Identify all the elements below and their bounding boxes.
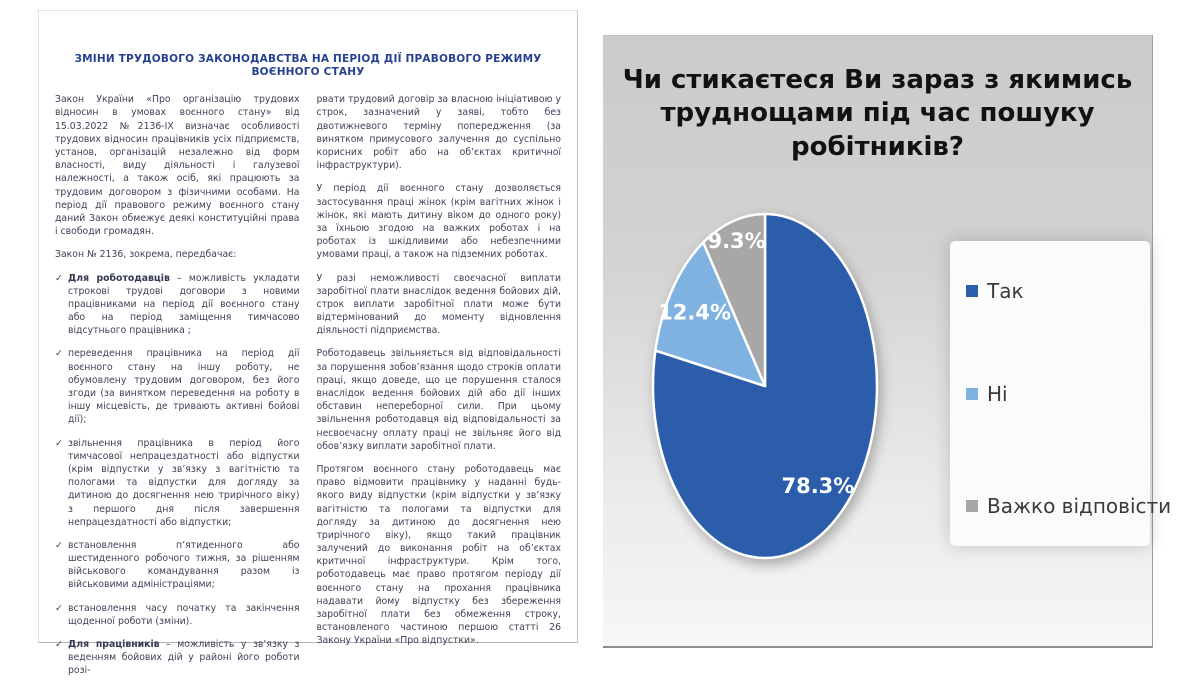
legend-label-tak: Так — [987, 279, 1024, 303]
pie-slices — [653, 214, 877, 558]
document-paragraph: У разі неможливості своєчасної виплати заробітної плати внаслідок ведення бойових дій, строк виплати заробітної плати може бути відтермінований до моменту відновлення діяльності підприємства. — [316, 272, 561, 337]
checkmark-icon: ✓ — [55, 348, 63, 360]
legend-item-ni — [966, 382, 1008, 406]
legend-item-vazhko — [966, 494, 1171, 518]
document-title: ЗМІНИ ТРУДОВОГО ЗАКОНОДАВСТВА НА ПЕРІОД ДІЇ ПРАВОВОГО РЕЖИМУ ВОЄННОГО СТАНУ — [74, 53, 542, 79]
legend-label-ni: Ні — [987, 382, 1008, 406]
document-bullet-list — [55, 272, 300, 678]
document-lead-in: Закон № 2136, зокрема, передбачає: — [55, 249, 237, 261]
document-paragraph: Протягом воєнного стану роботодавець має право відмовити працівнику у наданні будь-якого виду відпустки (крім відпустки у зв’язку вагітністю та пологами та відпустки для догляду за дитиною до досягнення нею трирічного віку), якщо такий працівник залучений до виконання робіт на об’єктах критичної інфраструктури. Крім того, роботодавець має право протягом періоду дії воєнного стану на прохання працівника надавати йому відпустку без збереження заробітної плати без обмеження строку, встановленого частиною першою статті 26 Закону України «Про відпустки». — [316, 463, 561, 647]
document-paragraph: У період дії воєнного стану дозволяється застосування праці жінок (крім вагітних жінок і жінок, які мають дитину віком до одного року) за їхньою згодою на важких роботах і на роботах із шкідливими або небезпечними умовами праці, а також на підземних роботах. — [316, 183, 561, 261]
document-bullet-item: ✓ встановлення п’ятиденного або шестиденного робочого тижня, за рішенням військового командування разом із військовими адміністраціями; — [55, 539, 300, 591]
document-paragraph: Роботодавець звільняється від відповідальності за порушення зобов’язання щодо строків оплати праці, якщо доведе, що це порушення сталося внаслідок ведення бойових дій або дії інших обставин непереборної сили. При цьому звільнення роботодавця від відповідальності за несвоєчасну оплату праці не звільняє його від обов’язку виплати заробітної плати. — [316, 348, 561, 452]
chart-title-line-1: Чи стикаєтеся Ви зараз з якимись — [622, 65, 1133, 95]
document-right-column — [317, 93, 562, 687]
checkmark-icon: ✓ — [55, 602, 63, 614]
document-left-column — [55, 93, 300, 687]
pie-slice-label-Важко відповісти: 9.3% — [707, 229, 766, 254]
checkmark-icon: ✓ — [55, 272, 63, 284]
document-intro-paragraph: Закон України «Про організацію трудових відносин в умовах воєнного стану» від 15.03.2022 №2136-ІХ визначає особливості трудових відносин працівників усіх підприємств, установ, організацій незалежно від форм власності, виду діяльності і галузевої належності, а також осіб, які працюють за трудовим договором з фізичними особами. На період дії правового режиму воєнного стану даний Закон обмежує деякі конституційні права і свободи громадян. — [55, 94, 300, 238]
survey-chart-panel — [603, 35, 1172, 648]
checkmark-icon: ✓ — [55, 437, 63, 449]
document-bullet-item: ✓ переведення працівника на період дії воєнного стану на іншу роботу, не обумовлену трудовим договором, без його згоди (за винятком переведення на роботу в іншу місцевість, де тривають активні бойові дії); — [55, 348, 300, 426]
legend-swatch-vazhko-icon — [966, 500, 978, 512]
chart-legend — [950, 241, 1172, 546]
document-bullet-item: ✓ встановлення часу початку та закінчення щоденної роботи (зміни). — [55, 602, 300, 627]
checkmark-icon: ✓ — [55, 639, 63, 650]
pie-slice-label-Так: 78.3% — [781, 474, 855, 499]
pie-slice-label-Ні: 12.4% — [658, 300, 732, 325]
chart-title-line-2: труднощами під час пошуку робітників? — [660, 98, 1095, 162]
checkmark-icon: ✓ — [55, 539, 63, 551]
document-bullet-item: ✓ Для роботодавців – можливість укладати строкові трудові договори з новими працівниками на період дії воєнного стану або на період заміщення тимчасово відсутнього працівника ; — [55, 272, 300, 337]
document-bullet-item: ✓ звільнення працівника в період його тимчасової непрацездатності або відпустки (крім відпустки у зв’язку з вагітністю та пологами та відпустки для догляду за дитиною до досягнення нею трирічного віку) з першого дня після завершення непрацездатності або відпустки; — [55, 437, 300, 528]
document-bullet-item: ✓ Для працівників – можливість у зв’язку з веденням бойових дій у районі його роботи розі- — [55, 639, 300, 677]
legend-item-tak — [966, 279, 1024, 303]
document-paragraph: рвати трудовий договір за власною ініціативою у строк, зазначений у заяві, тобто без двотижневого терміну попередження (за винятком примусового залучення до суспільно корисних робіт або на об’єктах критичної інфраструктури). — [316, 94, 561, 172]
legend-swatch-tak-icon — [966, 285, 978, 297]
legend-label-vazhko: Важко відповісти — [987, 494, 1172, 518]
legend-swatch-ni-icon — [966, 388, 978, 400]
labor-law-document-page — [38, 10, 578, 677]
document-columns — [55, 93, 561, 687]
